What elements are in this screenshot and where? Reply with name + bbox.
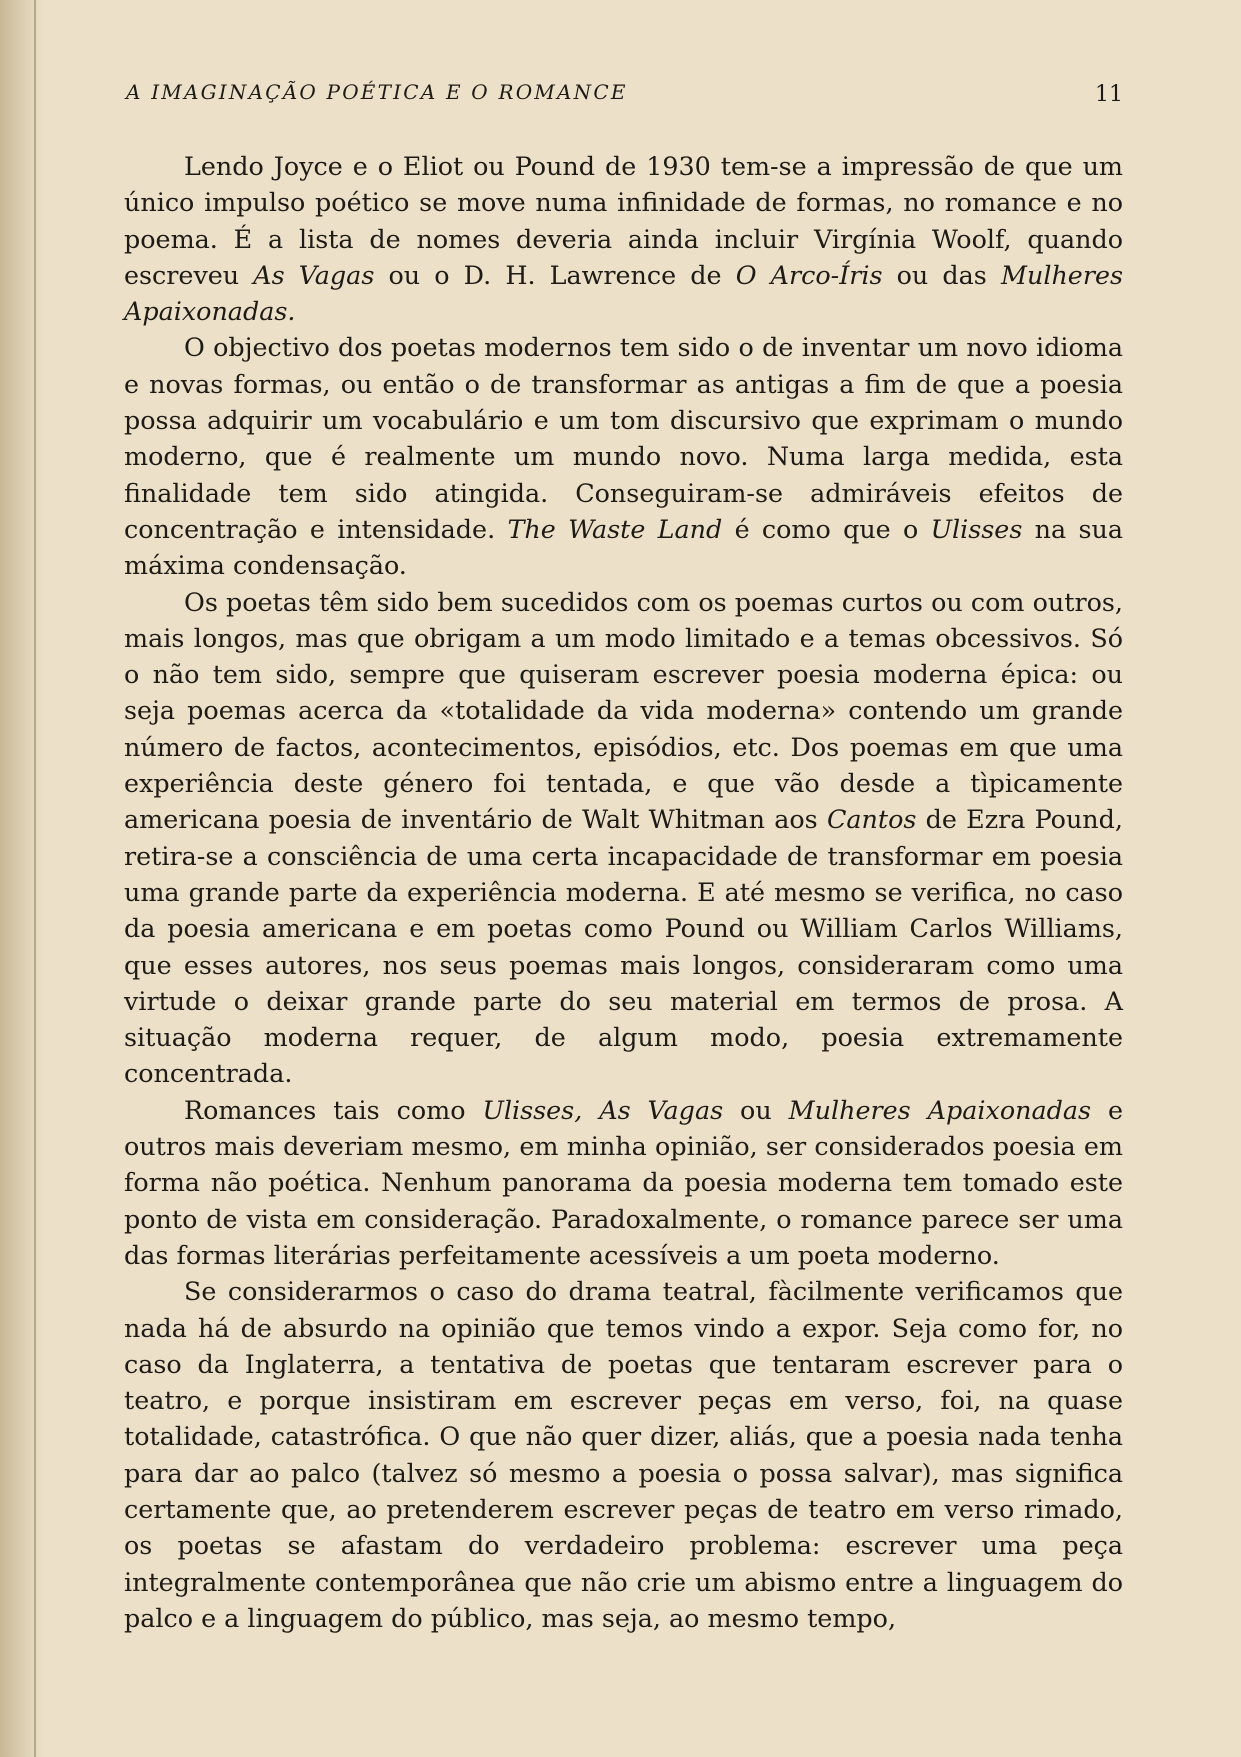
paragraph-text: Os poetas têm sido bem sucedidos com os poemas curtos ou com outros, mais longos, mas que obrigam a um modo limitado e a temas obcessivos. Só o não tem sido, sempre que quiseram escrever poesia moderna épica: ou seja poemas acerca da «totalidade da vida moderna» contendo um grande número de factos, acontecimentos, episódios, etc. Dos poemas em que uma experiência deste género foi tentada, e que vão desde a tìpicamente americana poesia de inventário de Walt Whitman aos [124, 586, 1123, 835]
running-title: A IMAGINAÇÃO POÉTICA E O ROMANCE [126, 80, 628, 104]
paragraph-text: Romances tais como [184, 1094, 483, 1125]
paragraph [124, 584, 1123, 1092]
paragraph-text: ou [723, 1094, 789, 1125]
page-number: 11 [1095, 82, 1123, 107]
paragraph [124, 1273, 1123, 1636]
body-text [124, 148, 1123, 1636]
paragraph-text: na sua máxima condensação. [124, 513, 1123, 581]
paragraph-text: ou das [882, 259, 1001, 290]
page-edge-shadow [0, 0, 44, 1757]
italic-title-text: As Vagas [253, 259, 375, 290]
running-header [126, 76, 1123, 112]
paragraph-text: Se considerarmos o caso do drama teatral, fàcilmente verificamos que nada há de absurdo na opinião que temos vindo a expor. Seja como for, no caso da Inglaterra, a tentativa de poetas que tentaram escrever para o teatro, e porque insistiram em escrever peças em verso, foi, na quase totalidade, catastrófica. O que não quer dizer, aliás, que a poesia nada tenha para dar ao palco (talvez só mesmo a poesia o possa salvar), mas significa certamente que, ao pretenderem escrever peças de teatro em verso rimado, os poetas se afastam do verdadeiro problema: escrever uma peça integralmente contemporânea que não crie um abismo entre a linguagem do palco e a linguagem do público, mas seja, ao mesmo tempo, [124, 1276, 1123, 1633]
italic-title-text: Mulheres Apaixonadas. [124, 259, 1124, 327]
paragraph-text: e outros mais deveriam mesmo, em minha opinião, ser considerados poesia em forma não poética. Nenhum panorama da poesia moderna tem tomado este ponto de vista em consideração. Paradoxalmente, o romance parece ser uma das formas literárias perfeitamente acessíveis a um poeta moderno. [124, 1094, 1123, 1270]
paragraph [124, 329, 1123, 583]
paragraph-text: de Ezra Pound, retira-se a consciência de uma certa incapacidade de transformar em poesia uma grande parte da experiência moderna. E até mesmo se verifica, no caso da poesia americana e em poetas como Pound ou William Carlos Williams, que esses autores, nos seus poemas mais longos, consideraram como uma virtude o deixar grande parte do seu material em termos de prosa. A situação moderna requer, de algum modo, poesia extremamente concentrada. [124, 804, 1123, 1089]
italic-title-text: O Arco-Íris [735, 259, 883, 290]
paragraph-text: Lendo Joyce e o Eliot ou Pound de 1930 tem-se a impressão de que um único impulso poético se move numa infinidade de formas, no romance e no poema. É a lista de nomes deveria ainda incluir Virgínia Woolf, quando escreveu [124, 151, 1123, 290]
italic-title-text: The Waste Land [507, 513, 723, 544]
italic-title-text: Mulheres Apaixonadas [788, 1094, 1092, 1125]
paragraph [124, 148, 1123, 329]
paragraph [124, 1092, 1123, 1273]
italic-title-text: Ulisses [930, 513, 1023, 544]
italic-title-text: Ulisses, As Vagas [482, 1094, 724, 1125]
paragraph-text: é como que o [722, 513, 931, 544]
binding-gutter [34, 0, 36, 1757]
paragraph-text: O objectivo dos poetas modernos tem sido o de inventar um novo idioma e novas formas, ou então o de transformar as antigas a fim de que a poesia possa adquirir um vocabulário e um tom discursivo que exprimam o mundo moderno, que é realmente um mundo novo. Numa larga medida, esta finalidade tem sido atingida. Conseguiram-se admiráveis efeitos de concentração e intensidade. [124, 332, 1123, 544]
paragraph-text: ou o D. H. Lawrence de [374, 259, 736, 290]
italic-title-text: Cantos [826, 804, 917, 835]
